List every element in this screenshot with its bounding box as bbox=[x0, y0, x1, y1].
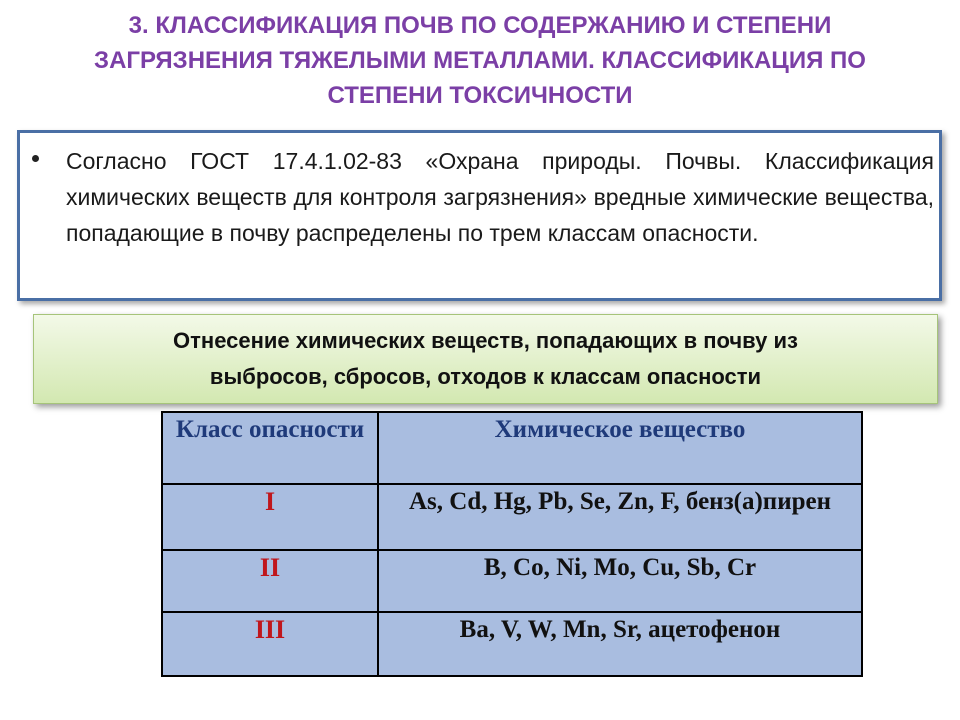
table-header-row bbox=[162, 412, 862, 484]
hazard-class-table bbox=[161, 411, 863, 677]
substances-cell: Ba, V, W, Mn, Sr, ацетофенон bbox=[378, 612, 862, 676]
table-caption-box bbox=[33, 314, 938, 404]
table-caption-text: Отнесение химических веществ, попадающих в почву из выбросов, сбросов, отходов к классам опасности bbox=[173, 328, 798, 389]
header-hazard-class: Класс опасности bbox=[162, 412, 378, 484]
gost-description-box bbox=[17, 130, 942, 301]
hazard-class-cell: II bbox=[162, 550, 378, 612]
slide-title: 3. КЛАССИФИКАЦИЯ ПОЧВ ПО СОДЕРЖАНИЮ И СТЕПЕНИ ЗАГРЯЗНЕНИЯ ТЯЖЕЛЫМИ МЕТАЛЛАМИ. КЛАССИФИКАЦИЯ ПО СТЕПЕНИ ТОКСИЧНОСТИ bbox=[94, 12, 866, 109]
gost-description-text: Согласно ГОСТ 17.4.1.02-83 «Охрана природы. Почвы. Классификация химических веществ для контроля загрязнения» вредные химические вещества, попадающие в почву распределены по трем классам опасности. bbox=[66, 148, 934, 246]
hazard-class-cell: III bbox=[162, 612, 378, 676]
table-row bbox=[162, 612, 862, 676]
substances-cell: As, Cd, Hg, Pb, Se, Zn, F, бенз(а)пирен bbox=[378, 484, 862, 550]
substances-cell: B, Co, Ni, Mo, Cu, Sb, Cr bbox=[378, 550, 862, 612]
table-row bbox=[162, 550, 862, 612]
hazard-class-cell: I bbox=[162, 484, 378, 550]
header-chemical-substance: Химическое вещество bbox=[378, 412, 862, 484]
bullet-icon bbox=[32, 155, 39, 162]
table-row bbox=[162, 484, 862, 550]
